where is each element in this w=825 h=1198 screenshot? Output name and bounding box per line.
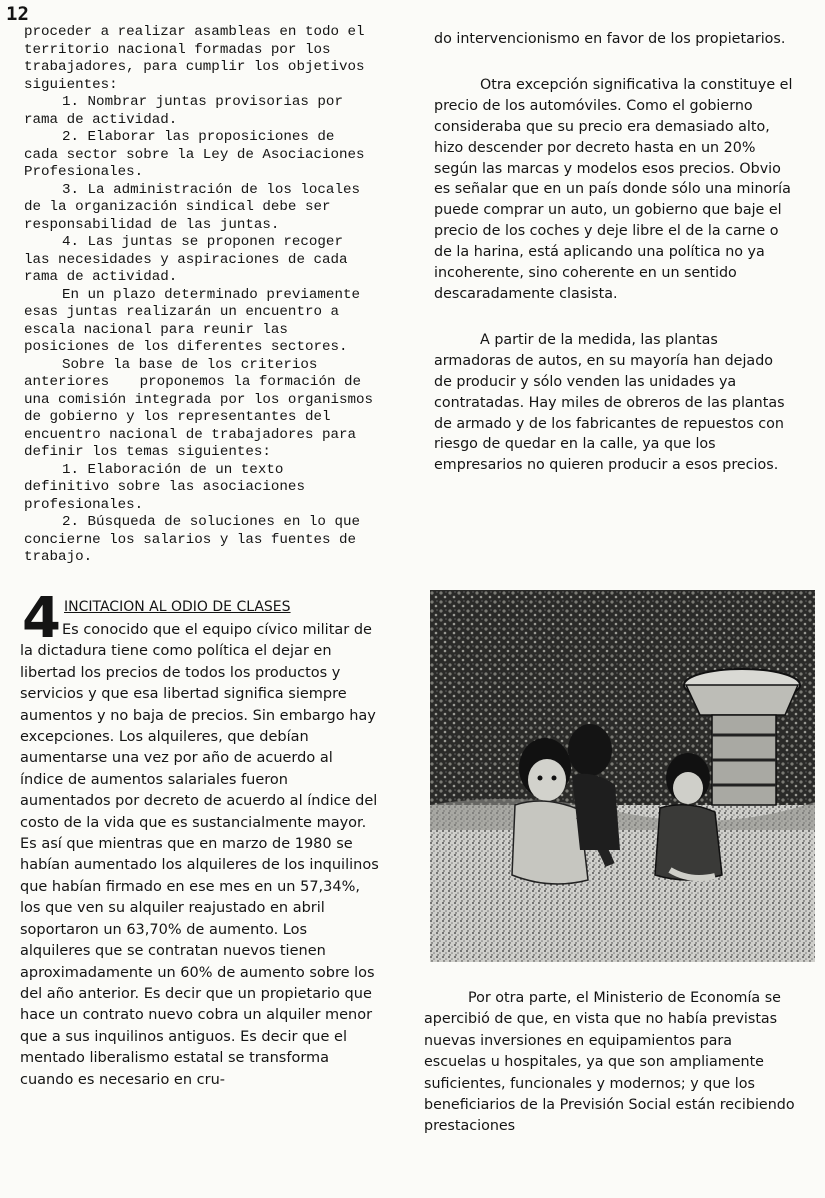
paragraph: Otra excepción significativa la constituye el precio de los automóviles. Como el gobierno consideraba que su precio era demasiado alto, hizo descender por decreto hasta en un 20% según las marcas y modelos esos precios. Obvio es señalar que en un país donde sólo una minoría puede comprar un auto, un gobierno que baje el precio de los coches y deje libre el de la carne o de la harina, está aplicando una política no ya incoherente, sino coherente en un sentido descaradamente clasista. (434, 76, 793, 302)
list-item: 2. Elaborar las proposiciones de cada sector sobre la Ley de Asociaciones Profesionales. (24, 129, 365, 180)
paragraph: do intervencionismo en favor de los propietarios. (434, 31, 786, 47)
right-column-top (434, 29, 794, 476)
left-column-bottom (20, 620, 380, 1091)
list-item: 1. Nombrar juntas provisorias por rama de actividad. (24, 94, 343, 128)
list-item: 4. Las juntas se proponen recoger las necesidades y aspiraciones de cada rama de actividad. (24, 234, 348, 285)
paragraph-part: proponemos la formación de una comisión integrada por los organismos de gobierno y los representantes del encuentro nacional de trabajadores para definir los temas siguientes: (24, 374, 374, 460)
list-item: 3. La administración de los locales de la organización sindical debe ser responsabilidad de las juntas. (24, 181, 360, 233)
section-number: 4 (22, 586, 61, 651)
left-column-top (24, 24, 376, 567)
list-item: 1. Elaboración de un texto definitivo sobre las asociaciones profesionales. (24, 461, 305, 513)
paragraph: Por otra parte, el Ministerio de Economía se apercibió de que, en vista que no había previstas nuevas inversiones en equipamientos para escuelas u hospitales, ya que son ampliamente suficientes, funcionales y modernos; y que los beneficiarios de la Previsión Social están recibiendo prestaciones (424, 990, 795, 1135)
paragraph: En un plazo determinado previamente esas juntas realizarán un encuentro a escala nacional para reunir las posiciones de los diferentes sectores. (24, 286, 360, 355)
paragraph: A partir de la medida, las plantas armadoras de autos, en su mayoría han dejado de producir y sólo venden las unidades ya contratadas. Hay miles de obreros de las plantas de armado y de los fabricantes de repuestos con riesgo de quedar en la calle, ya que los empresarios no quieren producir a esos precios. (434, 331, 785, 474)
section-title: INCITACION AL ODIO DE CLASES (64, 599, 291, 615)
photo-children (430, 590, 815, 962)
paragraph: proceder a realizar asambleas en todo el territorio nacional formadas por los trabajadores, para cumplir los objetivos siguientes: (24, 24, 365, 93)
paragraph (24, 357, 376, 462)
paragraph: Es conocido que el equipo cívico militar de la dictadura tiene como política el dejar en libertad los precios de todos los productos y servicios y que esa libertad significa siempre aumentos y no baja de precios. Sin embargo hay excepciones. Los alquileres, que debían aumentarse una vez por año de acuerdo al índice de aumentos salariales fueron aumentados por decreto de acuerdo al índice del costo de la vida que es sustancialmente mayor. Es así que mientras que en marzo de 1980 se habían aumentado los alquileres de los inquilinos que habían firmado en ese mes en un 57,34%, los que ven su alquiler reajustado en abril soportaron un 63,70% de aumento. Los alquileres que se contratan nuevos tienen aproximadamente un 60% de aumento sobre los del año anterior. Es decir que un propietario que hace un contrato nuevo cobra un alquiler menor que a sus inquilinos antiguos. Es decir que el mentado liberalismo estatal se transforma cuando es necesario en cru- (20, 622, 379, 1088)
right-column-bottom (424, 988, 796, 1138)
paragraph-part: Sobre la base de los criterios anteriores (24, 356, 318, 390)
page-number: 12 (6, 3, 29, 25)
list-item: 2. Búsqueda de soluciones en lo que concierne los salarios y las fuentes de trabajo. (24, 514, 360, 565)
